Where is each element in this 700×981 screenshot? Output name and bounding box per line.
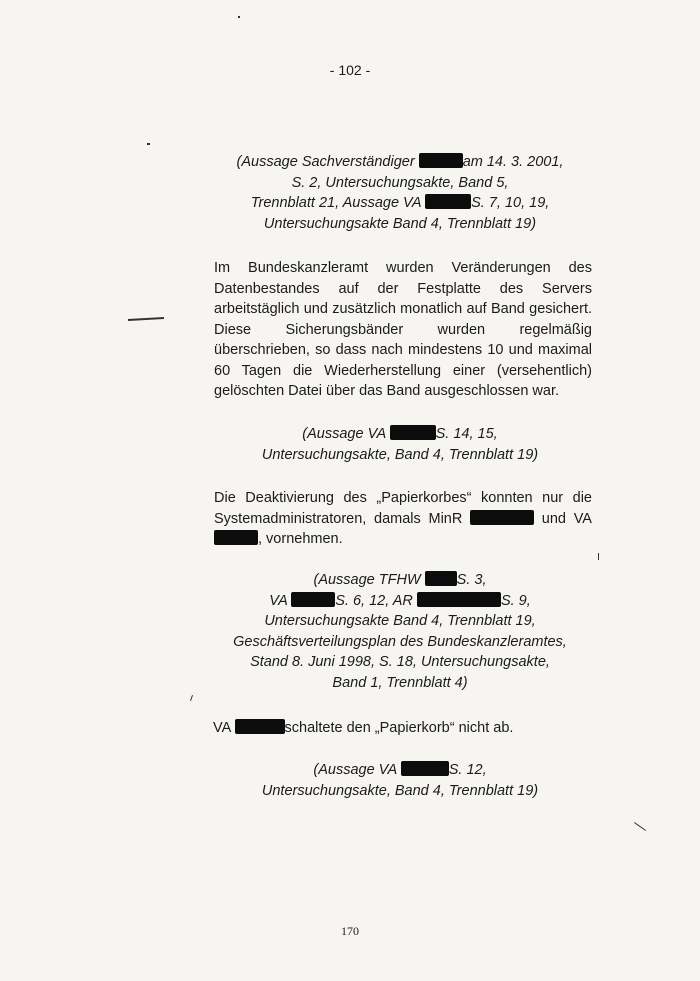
citation-text: S. 12, (448, 762, 487, 778)
citation-text: Trennblatt 21, Aussage VA (250, 195, 426, 211)
citation-text: Untersuchungsakte Band 4, Trennblatt 19, (264, 613, 536, 629)
paragraph-text: Die Deaktivierung des „Papierkorbes“ konnten nur die Systemadministratoren, damals MinR (214, 490, 592, 527)
redaction-bar (214, 530, 258, 545)
redaction-bar (425, 571, 457, 586)
citation-text: S. 9, (500, 592, 531, 609)
citation-sachverstaendiger (140, 152, 660, 234)
redaction-bar (401, 761, 449, 776)
citation-text: am 14. 3. 2001, (462, 154, 564, 170)
citation-text: (Aussage Sachverständiger (236, 154, 419, 170)
paragraph-text: und VA (534, 510, 592, 527)
citation-text: (Aussage VA (313, 762, 401, 778)
footer-page-number: 170 (341, 924, 359, 938)
scan-speck (598, 553, 599, 560)
paragraph-text: , vornehmen. (258, 531, 343, 547)
paragraph-papierkorb-nicht-abgeschaltet (213, 718, 591, 739)
citation-text: VA (269, 592, 292, 609)
redaction-bar (419, 153, 463, 168)
citation-text: S. 7, 10, 19, (471, 195, 550, 211)
citation-text: Stand 8. Juni 1998, S. 18, Untersuchungsakte, (250, 654, 550, 670)
paragraph-text: schaltete den „Papierkorb“ nicht ab. (284, 720, 514, 736)
paragraph-papierkorb-deaktivierung (214, 488, 592, 550)
paragraph-text: VA (213, 720, 235, 736)
redaction-bar (470, 510, 534, 525)
redaction-bar (417, 592, 501, 607)
scan-streak (634, 822, 646, 831)
page-number: - 102 - (329, 62, 371, 78)
citation-text: Geschäftsverteilungsplan des Bundeskanzleramtes, (233, 633, 567, 650)
citation-text: S. 6, 12, AR (335, 592, 417, 609)
redaction-bar (390, 425, 436, 440)
scan-streak (128, 317, 164, 321)
citation-text: (Aussage TFHW (313, 572, 425, 588)
citation-text: Band 1, Trennblatt 4) (332, 674, 468, 691)
citation-text: S. 3, (456, 572, 487, 588)
scan-speck (147, 143, 150, 145)
citation-tfhw (140, 570, 660, 693)
paragraph-datensicherung: Im Bundeskanzleramt wurden Veränderungen des Datenbestandes auf der Festplatte des Servers arbeitstäglich und zusätzlich monatlich auf Band gesichert. Diese Sicherungsbänder wurden regelmäßig überschrieben, so dass nach mindestens 10 und maximal 60 Tagen die Wiederherstellung einer (versehentlich) gelöschten Datei über das Band ausgeschlossen war. (214, 260, 592, 399)
scan-speck (190, 695, 193, 701)
redaction-bar (235, 719, 285, 734)
scan-speck (238, 16, 240, 18)
citation-text: Untersuchungsakte, Band 4, Trennblatt 19) (261, 782, 539, 799)
citation-text: Untersuchungsakte Band 4, Trennblatt 19) (263, 215, 537, 232)
citation-text: (Aussage VA (302, 426, 390, 442)
citation-text: Untersuchungsakte, Band 4, Trennblatt 19) (261, 446, 539, 463)
citation-text: S. 2, Untersuchungsakte, Band 5, (291, 174, 509, 191)
citation-va-1 (140, 424, 660, 465)
citation-text: S. 14, 15, (435, 426, 498, 442)
redaction-bar (291, 592, 335, 607)
citation-va-2 (140, 760, 660, 801)
redaction-bar (425, 194, 471, 209)
